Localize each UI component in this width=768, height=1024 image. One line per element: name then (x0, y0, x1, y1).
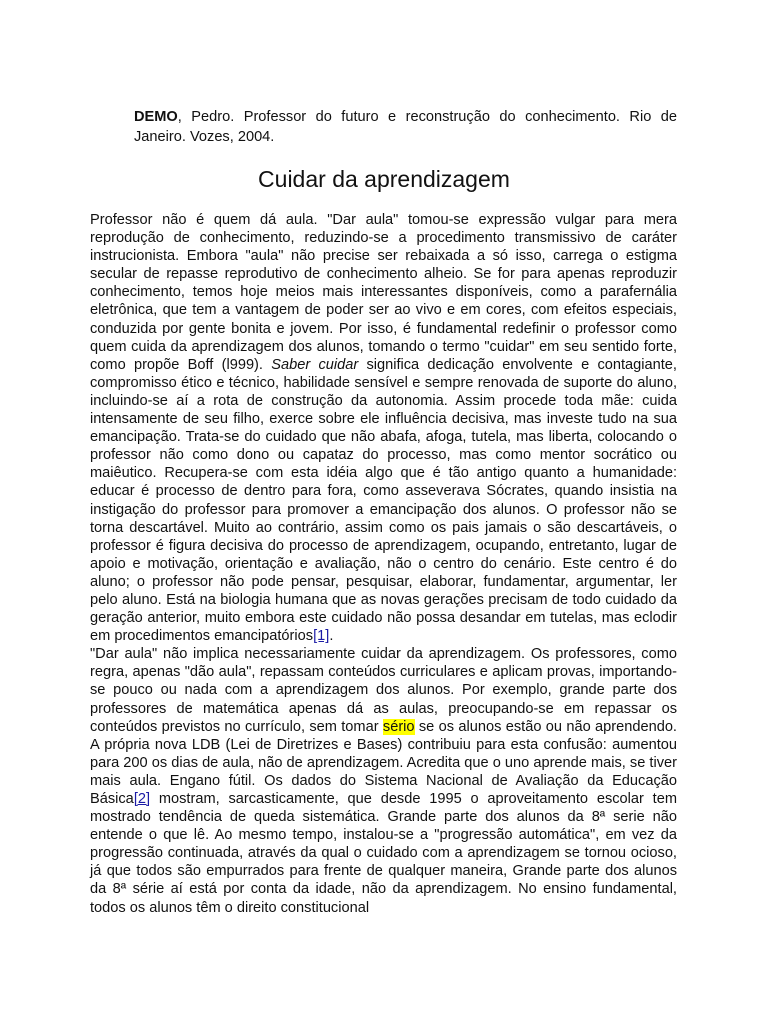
paragraph-1-text-a: Professor não é quem dá aula. "Dar aula" tomou-se expressão vulgar para mera reprodução de conhecimento, reduzindo-se a procedimento transmissivo de caráter instrucionista. Embora "aula" não precise ser rebaixada a só isso, carrega o estigma secular de repasse reprodutivo de conhecimento alheio. Se for para apenas reproduzir conhecimento, temos hoje meios mais interessantes disponíveis, como a parafernália eletrônica, que tem a vantagem de poder ser ao vivo e em cores, com efeitos especiais, conduzida por gente bonita e jovem. Por isso, é fundamental redefinir o professor como quem cuida da aprendizagem dos alunos, tomando o termo "cuidar" em seu sentido forte, como propõe Boff (l999). (90, 212, 677, 373)
bibliographic-reference (134, 107, 677, 147)
paragraph-1 (90, 211, 677, 645)
article-body (90, 211, 677, 917)
reference-author: DEMO (134, 109, 178, 125)
footnote-link-2[interactable]: [2] (133, 791, 151, 807)
reference-details: , Pedro. Professor do futuro e reconstrução do conhecimento. Rio de Janeiro. Vozes, 2004. (134, 109, 677, 145)
paragraph-1-italic-term: Saber cuidar (271, 356, 359, 373)
paragraph-2-text-b: se os alunos estão ou não aprendendo. A própria nova LDB (Lei de Diretrizes e Bases) contribuiu para esta confusão: aumentou para 200 os dias de aula, não de aprendizagem. Acredita que o uno aprende mais, se tiver mais aula. Engano fútil. Os dados do Sistema Nacional de Avaliação da Educação Básica (90, 718, 677, 807)
footnote-link-1[interactable]: [1] (313, 628, 330, 645)
paragraph-1-text-b: significa dedicação envolvente e contagiante, compromisso ético e técnico, habilidade sensível e sempre renovada de suporte do aluno, incluindo-se aí a rota de construção da autonomia. Assim procede toda mãe: cuida intensamente de seu filho, exerce sobre ele influência decisiva, mas investe tudo na sua emancipação. Trata-se do cuidado que não abafa, afoga, tutela, mas liberta, colocando o professor não como dono ou capataz do processo, mas como mentor socrático ou maiêutico. Recupera-se com esta idéia algo que é tão antigo quanto a humanidade: educar é processo de dentro para fora, como asseverava Sócrates, quando insistia na instigação do professor para promover a emancipação dos alunos. O professor não se torna descartável. Muito ao contrário, assim como os pais jamais o são descartáveis, o professor é figura decisiva do processo de aprendizagem, ocupando, entretanto, lugar de apoio e motivação, orientação e avaliação, não o centro do cenário. Este centro é do aluno; o professor não pode pensar, pesquisar, elaborar, fundamentar, argumentar, ler pelo aluno. Está na biologia humana que as novas gerações precisam de todo cuidado da geração anterior, muito embora este cuidado não possa desandar em tutelas, mas eclodir em procedimentos emancipatórios (90, 356, 677, 645)
paragraph-2-text-a: "Dar aula" não implica necessariamente cuidar da aprendizagem. Os professores, como regra, apenas "dão aula", repassam conteúdos curriculares e aplicam provas, importando-se pouco ou nada com a aprendizagem dos alunos. Por exemplo, grande parte dos professores de matemática apenas dá as aulas, preocupando-se em repassar os conteúdos previstos no currículo, sem tomar (90, 646, 677, 735)
page-title: Cuidar da aprendizagem (258, 166, 510, 192)
paragraph-2 (90, 645, 677, 916)
paragraph-2-text-c: mostram, sarcasticamente, que desde 1995 o aproveitamento escolar tem mostrado tendência de queda sistemática. Grande parte dos alunos da 8ª serie não entende o que lê. Ao mesmo tempo, instalou-se a "progressão automática", em vez da progressão continuada, através da qual o cuidado com a aprendizagem se tornou ocioso, já que todos são empurrados para frente de qualquer maneira, Grande parte dos alunos da 8ª série aí está por conta da idade, não da aprendizagem. No ensino fundamental, todos os alunos têm o direito constitucional (90, 791, 677, 916)
highlighted-word: sério (382, 718, 415, 735)
paragraph-1-end: . (329, 628, 334, 645)
